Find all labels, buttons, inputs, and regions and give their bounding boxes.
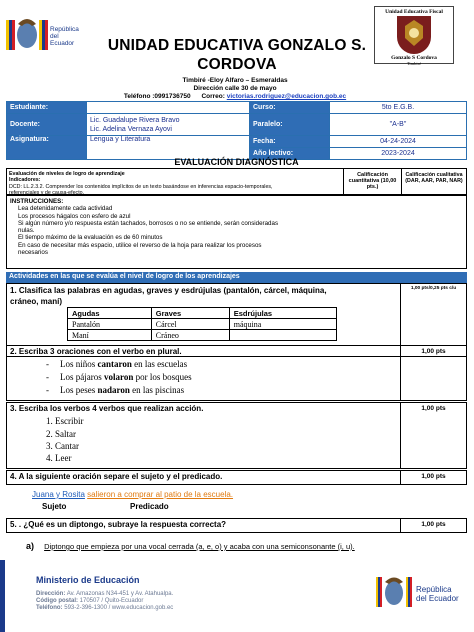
year-label: Año lectivo: bbox=[250, 148, 330, 160]
contact-line bbox=[80, 93, 390, 100]
instruction-item: nulas. bbox=[18, 227, 35, 235]
year-value: 2023-2024 bbox=[330, 148, 467, 160]
date-value: 04-24-2024 bbox=[330, 136, 467, 148]
question-4-points: 1,00 pts bbox=[400, 471, 466, 484]
course-label: Curso: bbox=[250, 102, 330, 114]
footer-postal-label: Código postal: bbox=[36, 598, 78, 604]
question-5 bbox=[6, 518, 467, 533]
subject-label: Sujeto bbox=[42, 502, 67, 511]
answer-line: - Los pájaros volaron por los bosques bbox=[46, 372, 192, 382]
footer-republic-line1: República bbox=[416, 585, 452, 594]
subject-value: Lengua y Literatura bbox=[87, 136, 250, 160]
question-1-line2: cráneo, maní) bbox=[10, 297, 63, 306]
footer-republic-line2: del Ecuador bbox=[416, 594, 459, 603]
table-cell[interactable]: máquina bbox=[229, 319, 336, 330]
verb-item: 2. Saltar bbox=[46, 429, 76, 439]
question-5-text: 5. . ¿Qué es un diptongo, subraye la respuesta correcta? bbox=[10, 520, 227, 529]
footer-accent-bar bbox=[0, 560, 5, 632]
phone-text: Teléfono :0991736750 bbox=[123, 93, 191, 100]
word-classification-table bbox=[67, 307, 337, 341]
table-cell[interactable]: Cráneo bbox=[151, 330, 229, 341]
instruction-item: En caso de necesitar más espacio, utilice el reverso de la hoja para realizar los procesos bbox=[18, 241, 262, 249]
subject-text: Juana y Rosita bbox=[32, 490, 85, 499]
footer-address bbox=[36, 591, 173, 597]
footer-phone-value: 593-2-396-1300 / www.educacion.gob.ec bbox=[64, 605, 174, 611]
student-info-table bbox=[6, 101, 467, 160]
subject-label: Asignatura: bbox=[7, 136, 87, 160]
footer-address-label: Dirección: bbox=[36, 591, 66, 597]
instruction-item: El tiempo máximo de la evaluación es de 60 minutos bbox=[18, 234, 163, 242]
instructions-heading: INSTRUCCIONES: bbox=[10, 198, 64, 205]
evaluation-title: EVALUACIÓN DIAGNÓSTICA bbox=[6, 157, 467, 169]
indicator-text bbox=[9, 171, 339, 196]
question-3-text: 3. Escriba los verbos 4 verbos que realizan acción. bbox=[10, 404, 204, 413]
question-3-points: 1,00 pts bbox=[400, 403, 466, 468]
republic-logo-line1: República bbox=[50, 26, 79, 33]
verb-item: 3. Cantar bbox=[46, 441, 79, 451]
school-shield-icon bbox=[397, 16, 431, 54]
school-badge-name: Gonzalo S Cordova bbox=[391, 55, 437, 61]
republic-ecuador-logo bbox=[6, 16, 78, 56]
question-1-text bbox=[7, 284, 399, 308]
indicator-line1: Evaluación de niveles de logro de aprendizaje bbox=[9, 171, 125, 177]
answer-text: Los niños bbox=[60, 359, 98, 369]
question-4 bbox=[6, 470, 467, 485]
student-field[interactable] bbox=[87, 102, 250, 114]
verb-item: 4. Leer bbox=[46, 453, 72, 463]
option-letter: a) bbox=[26, 541, 35, 551]
date-label: Fecha: bbox=[250, 136, 330, 148]
indicator-line3: DCD: LL.2.3.2. Comprender los contenidos implícitos de un texto basándose en inferencias espacio-temporales, bbox=[9, 183, 273, 190]
address-line2: Dirección calle 30 de mayo bbox=[193, 85, 277, 92]
answer-line: - Los peses nadaron en las piscinas bbox=[46, 385, 185, 395]
table-cell[interactable] bbox=[229, 330, 336, 341]
student-label: Estudiante: bbox=[7, 102, 87, 114]
indicator-line4: referenciales y de causa-efecto. bbox=[9, 189, 85, 196]
quantitative-grade-header: Calificación cuantitativa (10,00 pts.) bbox=[343, 169, 401, 194]
answer-text: por los bosques bbox=[133, 372, 192, 382]
instruction-item: Si algún número y/o respuesta están tachados, borrosos o no se entiende, serán consideradas bbox=[18, 219, 279, 227]
school-title-line2: CORDOVA bbox=[197, 56, 277, 73]
footer-address-value: Av. Amazonas N34-451 y Av. Atahualpa. bbox=[66, 591, 174, 597]
predicate-text: salieron a comprar al patio de la escuela. bbox=[87, 490, 234, 499]
school-title-line1: UNIDAD EDUCATIVA GONZALO S. bbox=[107, 37, 367, 54]
footer-coat-of-arms-icon bbox=[376, 575, 412, 611]
school-badge bbox=[374, 6, 454, 64]
verb-text: volaron bbox=[104, 372, 134, 382]
email-link[interactable]: victorias.rodriguez@educacion.gob.ec bbox=[226, 93, 347, 100]
verb-item: 1. Escribir bbox=[46, 416, 84, 426]
question-1-line1: 1. Clasifica las palabras en agudas, graves y esdrújulas (pantalón, cárcel, máquina, bbox=[10, 286, 327, 295]
teacher-name-1: Lic. Guadalupe Rivera Bravo bbox=[90, 116, 180, 124]
question-5-points: 1,00 pts bbox=[400, 519, 466, 532]
footer-postal-value: 170507 / Quito-Ecuador bbox=[79, 598, 144, 604]
footer-republic-logo bbox=[376, 575, 468, 611]
mail-label: Correo: bbox=[201, 93, 225, 100]
instruction-item: Los procesos hágalos con esfero de azul bbox=[18, 212, 131, 220]
question-2-points: 1,00 pts bbox=[400, 346, 466, 400]
verb-text: nadaron bbox=[97, 385, 130, 395]
instruction-item: Lea detenidamente cada actividad bbox=[18, 205, 113, 213]
school-badge-place: Timbiré bbox=[406, 61, 422, 66]
option-text: Diptongo que empieza por una vocal cerrada (a, e, o) y acaba con una semiconsonante (i, u). bbox=[44, 542, 355, 551]
column-esdrujulas: Esdrújulas bbox=[229, 308, 336, 319]
table-cell[interactable]: Maní bbox=[68, 330, 152, 341]
ministry-name: Ministerio de Educación bbox=[36, 575, 140, 585]
activities-header: Actividades en las que se evalúa el nivel de logro de los aprendizajes bbox=[6, 272, 467, 283]
answer-line: - Los niños cantaron en las escuelas bbox=[46, 359, 188, 369]
footer-phone bbox=[36, 605, 173, 611]
answer-option-a[interactable] bbox=[26, 541, 355, 551]
republic-logo-line2: del Ecuador bbox=[50, 33, 75, 47]
qualitative-grade-header: Calificación cualitativa (DAR, AAR, PAR, NAR) bbox=[401, 169, 466, 194]
verb-text: cantaron bbox=[97, 359, 132, 369]
sentence-line bbox=[32, 490, 233, 499]
parallel-label: Paralelo: bbox=[250, 114, 330, 136]
address-line1: Timbiré -Eloy Alfaro – Esmeraldas bbox=[182, 77, 288, 84]
instructions-block bbox=[6, 195, 467, 269]
footer-phone-label: Teléfono: bbox=[36, 605, 63, 611]
column-graves: Graves bbox=[151, 308, 229, 319]
footer-postal bbox=[36, 598, 143, 604]
answer-text: Los pájaros bbox=[60, 372, 104, 382]
course-value: 5to E.G.B. bbox=[330, 102, 467, 114]
predicate-label: Predicado bbox=[130, 502, 169, 511]
teacher-value bbox=[87, 114, 250, 136]
question-2-text: 2. Escriba 3 oraciones con el verbo en plural. bbox=[10, 347, 182, 356]
answer-text: en las escuelas bbox=[131, 359, 188, 369]
question-1-points: 1,00 pts/0,25 pts c/u bbox=[400, 284, 466, 356]
instruction-item: necesarios bbox=[18, 249, 48, 257]
table-cell[interactable]: Pantalón bbox=[68, 319, 152, 330]
teacher-name-2: Lic. Adelina Vernaza Ayovi bbox=[90, 125, 172, 133]
answer-text: Los peses bbox=[60, 385, 98, 395]
answer-text: en las piscinas bbox=[129, 385, 185, 395]
school-title bbox=[96, 36, 378, 74]
column-agudas: Agudas bbox=[68, 308, 152, 319]
table-cell[interactable]: Cárcel bbox=[151, 319, 229, 330]
indicator-line2: Indicadores: bbox=[9, 177, 41, 184]
teacher-label: Docente: bbox=[7, 114, 87, 136]
question-4-text: 4. A la siguiente oración separe el sujeto y el predicado. bbox=[10, 472, 223, 481]
indicator-block bbox=[6, 168, 467, 195]
parallel-value: "A-B" bbox=[330, 114, 467, 136]
school-badge-title: Unidad Educativa Fiscal bbox=[385, 9, 443, 15]
